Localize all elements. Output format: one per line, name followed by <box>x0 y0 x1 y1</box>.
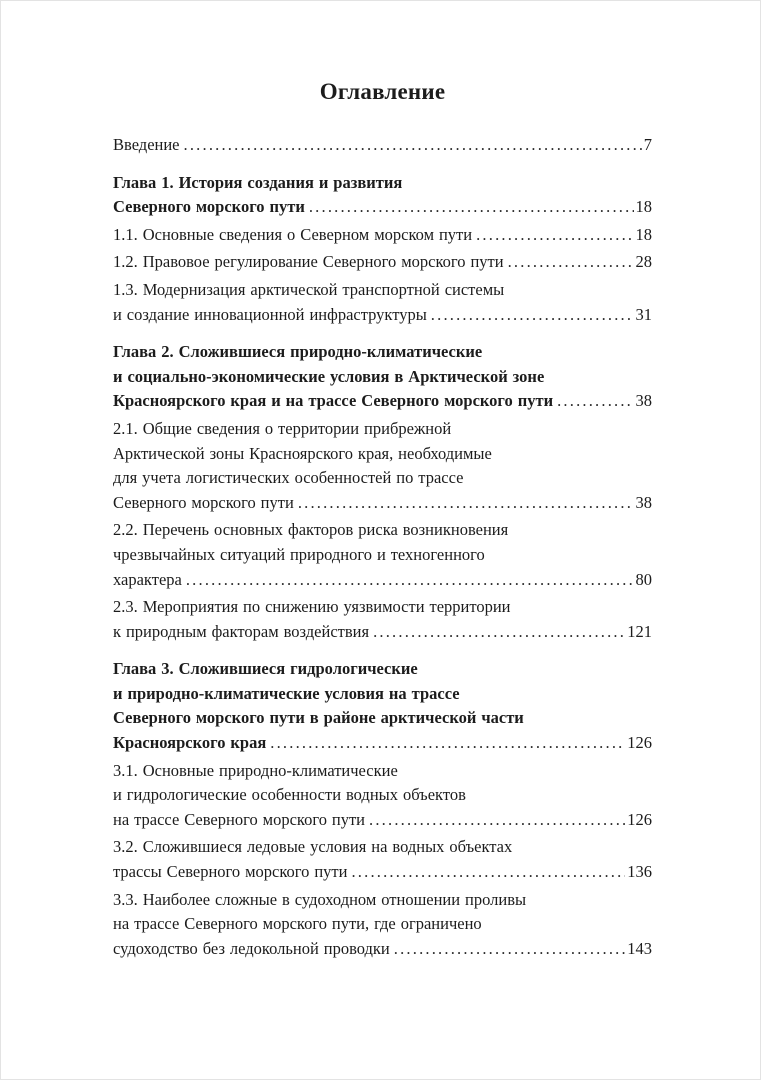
toc-entry-line <box>113 303 652 328</box>
toc-entry <box>113 835 652 884</box>
toc-entry-line: Глава 1. История создания и развития <box>113 172 403 192</box>
toc-entry-text: Красноярского края <box>113 733 267 753</box>
page-number: 18 <box>635 197 652 217</box>
dot-leader <box>431 303 634 328</box>
toc-entry-text: характера <box>113 569 182 589</box>
toc-entry <box>113 888 652 962</box>
page-number: 18 <box>635 224 652 244</box>
toc-entry-line <box>113 389 652 414</box>
toc-entry-line: 2.3. Мероприятия по снижению уязвимости территории <box>113 597 511 617</box>
toc-entry-line: на трассе Северного морского пути, где ограничено <box>113 914 482 934</box>
toc-entry-line: 3.1. Основные природно-климатические <box>113 760 398 780</box>
toc-entry-line <box>113 937 652 962</box>
page-number: 80 <box>635 569 652 589</box>
toc-entry-line: Северного морского пути в районе арктической части <box>113 708 524 728</box>
toc-entry-text: Красноярского края и на трассе Северного морского пути <box>113 391 554 411</box>
toc-entry-line: чрезвычайных ситуаций природного и техногенного <box>113 544 485 564</box>
toc-entry-text: к природным факторам воздействия <box>113 621 370 641</box>
toc-entry-line <box>113 491 652 516</box>
page-number: 126 <box>627 809 652 829</box>
toc-entry-text: и создание инновационной инфраструктуры <box>113 304 427 324</box>
dot-leader <box>394 937 625 962</box>
toc-entry <box>113 133 652 158</box>
page-number: 7 <box>643 135 652 154</box>
page-number: 126 <box>627 733 652 753</box>
page-number: 31 <box>635 304 652 324</box>
toc-entry-line: Арктической зоны Красноярского края, необходимые <box>113 443 492 463</box>
toc-entry <box>113 223 652 248</box>
toc-entry-line <box>113 808 652 833</box>
page-number: 38 <box>635 492 652 512</box>
toc-entry-line: и гидрологические особенности водных объектов <box>113 785 466 805</box>
page-number: 136 <box>627 862 652 882</box>
toc-entry-text: Северного морского пути <box>113 492 294 512</box>
toc-entry-text: Северного морского пути <box>113 197 305 217</box>
dot-leader <box>373 620 625 645</box>
toc-entry <box>113 595 652 644</box>
toc-entry-line <box>113 250 652 275</box>
toc-entry-line: 2.2. Перечень основных факторов риска возникновения <box>113 520 509 540</box>
dot-leader <box>476 223 633 248</box>
toc-entry-text: 1.1. Основные сведения о Северном морском пути <box>113 224 473 244</box>
toc-entry-text: Введение <box>113 135 180 154</box>
toc-entry <box>113 340 652 414</box>
dot-leader <box>270 731 625 756</box>
toc-entry-line: Глава 3. Сложившиеся гидрологические <box>113 659 418 679</box>
dot-leader <box>186 568 634 593</box>
toc-title: Оглавление <box>319 79 446 104</box>
page-number: 121 <box>627 621 652 641</box>
toc-entry <box>113 417 652 515</box>
toc-entry-line <box>113 223 652 248</box>
toc-entry-text: трассы Северного морского пути <box>113 862 348 882</box>
dot-leader <box>351 860 625 885</box>
dot-leader <box>508 250 634 275</box>
toc-entry-line <box>113 731 652 756</box>
toc-entry-line <box>113 860 652 885</box>
toc-entry-line: 3.2. Сложившиеся ледовые условия на водных объектах <box>113 837 513 857</box>
toc-entry-line <box>113 133 652 158</box>
dot-leader <box>184 133 642 158</box>
toc-entry-text: на трассе Северного морского пути <box>113 809 366 829</box>
page-number: 143 <box>627 938 652 958</box>
toc-entry-line: и социально-экономические условия в Арктической зоне <box>113 366 545 386</box>
toc-entry <box>113 518 652 592</box>
toc-entry <box>113 759 652 833</box>
toc-entry <box>113 171 652 220</box>
toc-entry-text: судоходство без ледокольной проводки <box>113 938 390 958</box>
toc-entry-line: и природно-климатические условия на трассе <box>113 683 460 703</box>
toc-entry-line: Глава 2. Сложившиеся природно-климатические <box>113 342 483 362</box>
toc-entry-line <box>113 195 652 220</box>
toc-entry-line: для учета логистических особенностей по трассе <box>113 468 464 488</box>
toc-list <box>113 133 652 961</box>
page-number: 38 <box>635 391 652 411</box>
dot-leader <box>369 808 625 833</box>
toc-entry-text: 1.2. Правовое регулирование Северного морского пути <box>113 252 504 272</box>
toc-entry <box>113 657 652 755</box>
toc-entry-line <box>113 620 652 645</box>
toc-entry-line: 2.1. Общие сведения о территории прибрежной <box>113 418 452 438</box>
toc-entry-line <box>113 568 652 593</box>
dot-leader <box>557 389 633 414</box>
toc-entry-line: 3.3. Наиболее сложные в судоходном отношении проливы <box>113 889 527 909</box>
toc-entry-line: 1.3. Модернизация арктической транспортной системы <box>113 279 505 299</box>
page-number: 28 <box>635 252 652 272</box>
dot-leader <box>309 195 634 220</box>
toc-entry <box>113 250 652 275</box>
dot-leader <box>298 491 634 516</box>
toc-entry <box>113 278 652 327</box>
